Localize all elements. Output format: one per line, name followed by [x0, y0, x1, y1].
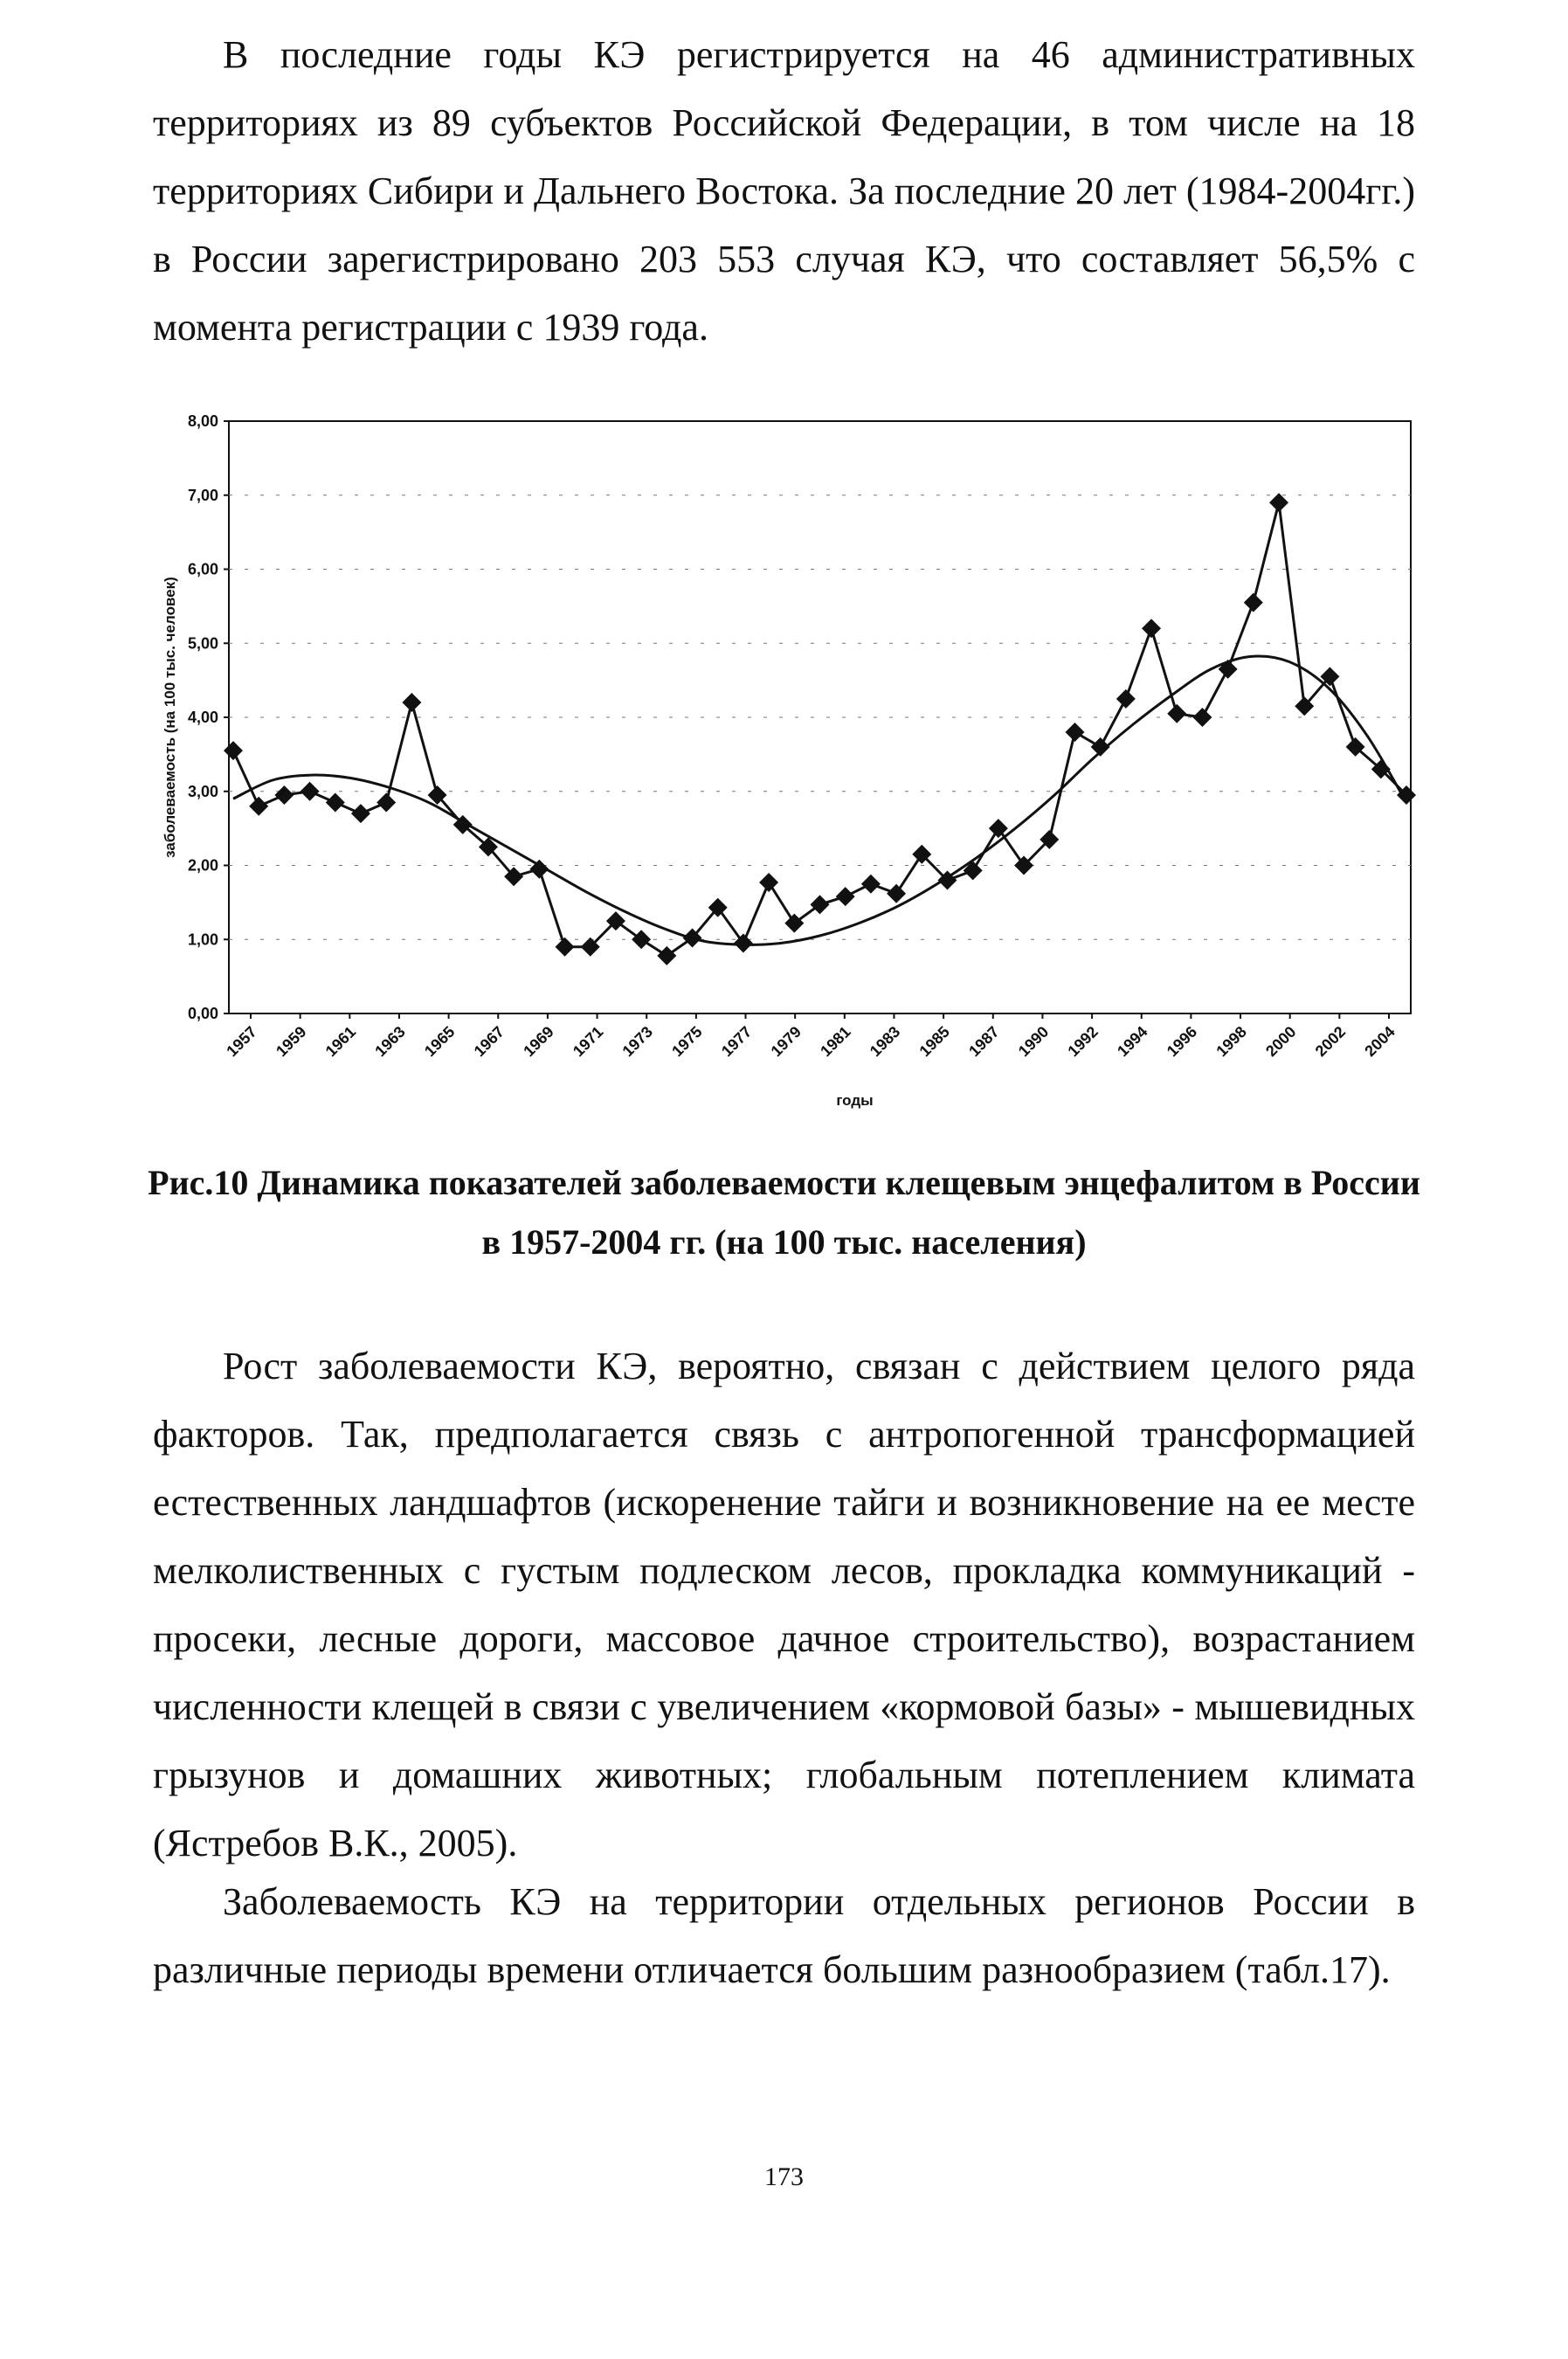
- y-tick-label: 1,00: [187, 930, 218, 949]
- paragraph-regions: Заболеваемость КЭ на территории отдельных регионов России в различные периоды времени отличается большим разнообразием (табл.17).: [153, 1880, 1415, 1991]
- x-tick-label: 1957: [223, 1022, 260, 1061]
- plot-area-frame: [229, 421, 1411, 1013]
- y-axis-label: заболеваемость (на 100 тыс. человек): [162, 577, 178, 858]
- y-tick-label: 0,00: [187, 1005, 218, 1022]
- data-point-marker: [1244, 593, 1263, 612]
- data-point-marker: [402, 693, 421, 712]
- x-tick-label: 1998: [1212, 1022, 1250, 1061]
- data-point-marker: [1142, 619, 1161, 638]
- x-tick-label: 1963: [371, 1022, 409, 1061]
- y-tick-label: 2,00: [187, 856, 218, 875]
- page-number: 173: [764, 2162, 804, 2191]
- x-tick-label: 1981: [817, 1022, 854, 1061]
- series-line: [233, 502, 1406, 956]
- data-point-marker: [1269, 493, 1288, 512]
- x-tick-label: 1985: [915, 1022, 953, 1061]
- x-tick-label: 1977: [717, 1022, 756, 1061]
- figure-caption: [131, 1153, 1437, 1272]
- x-tick-label: 1965: [420, 1022, 459, 1061]
- data-point-marker: [759, 873, 778, 892]
- x-tick-label: 2002: [1311, 1022, 1350, 1061]
- y-tick-label: 7,00: [187, 486, 218, 504]
- data-point-marker: [274, 785, 294, 805]
- data-point-marker: [784, 914, 804, 933]
- y-tick-label: 5,00: [187, 634, 218, 653]
- data-point-marker: [811, 895, 830, 914]
- data-point-marker: [556, 937, 575, 957]
- x-axis-label: годы: [836, 1092, 874, 1109]
- data-point-marker: [1167, 704, 1186, 723]
- x-tick-label: 1975: [668, 1022, 706, 1061]
- incidence-line-chart: [131, 402, 1441, 1118]
- x-tick-label: 1961: [321, 1022, 360, 1061]
- data-point-marker: [887, 884, 906, 903]
- y-tick-label: 4,00: [187, 709, 218, 726]
- data-point-marker: [326, 792, 345, 812]
- x-tick-label: 2004: [1361, 1022, 1399, 1061]
- x-tick-label: 1967: [470, 1022, 508, 1061]
- data-point-marker: [632, 930, 651, 949]
- x-tick-label: 1990: [1014, 1022, 1053, 1061]
- data-point-marker: [1065, 723, 1084, 742]
- x-tick-label: 1959: [273, 1022, 310, 1061]
- y-tick-label: 3,00: [187, 782, 218, 800]
- data-point-marker: [1192, 708, 1212, 727]
- data-point-marker: [249, 797, 268, 816]
- paragraph-intro: В последние годы КЭ регистрируется на 46 административных территориях из 89 субъектов Российской Федерации, в том числе на 18 территориях Сибири и Дальнего Востока. За последние 20 лет (1984-2004гг.) в России зарегистрировано 203 553 случая КЭ, что составляет 56,5% с момента регистрации с 1939 года.: [153, 33, 1415, 349]
- x-tick-label: 1969: [520, 1022, 557, 1061]
- data-point-marker: [300, 782, 320, 801]
- caption-line-1: Рис.10 Динамика показателей заболеваемости клещевым энцефалитом в России: [148, 1163, 1420, 1202]
- x-tick-label: 1992: [1064, 1022, 1102, 1061]
- data-point-marker: [861, 875, 881, 894]
- data-point-marker: [734, 933, 753, 952]
- data-point-marker: [376, 792, 396, 812]
- caption-line-2: в 1957-2004 гг. (на 100 тыс. населения): [481, 1222, 1087, 1262]
- data-point-marker: [224, 741, 243, 760]
- x-tick-label: 1973: [618, 1022, 657, 1061]
- x-tick-label: 2000: [1262, 1022, 1300, 1061]
- data-point-marker: [836, 887, 855, 906]
- data-point-marker: [351, 804, 370, 823]
- paragraph-factors: Рост заболеваемости КЭ, вероятно, связан с действием целого ряда факторов. Так, предполагается связь с антропогенной трансформацией естественных ландшафтов (искоренение тайги и возникновение на ее месте мелколиственных с густым подлеском лесов, прокладка коммуникаций - просеки, лесные дороги, массовое дачное строительство), возрастанием численности клещей в связи с увеличением «кормовой базы» - мышевидных грызунов и домашних животных; глобальным потеплением климата (Ястребов В.К., 2005).: [153, 1345, 1415, 1864]
- x-tick-label: 1983: [866, 1022, 904, 1061]
- y-tick-label: 6,00: [187, 560, 218, 578]
- x-tick-label: 1994: [1114, 1022, 1151, 1061]
- x-tick-label: 1996: [1163, 1022, 1201, 1061]
- y-tick-label: 8,00: [187, 412, 218, 430]
- data-point-marker: [657, 946, 676, 965]
- x-tick-label: 1987: [965, 1022, 1003, 1061]
- x-tick-label: 1971: [569, 1022, 607, 1061]
- data-point-marker: [1116, 689, 1136, 709]
- x-tick-label: 1979: [767, 1022, 805, 1061]
